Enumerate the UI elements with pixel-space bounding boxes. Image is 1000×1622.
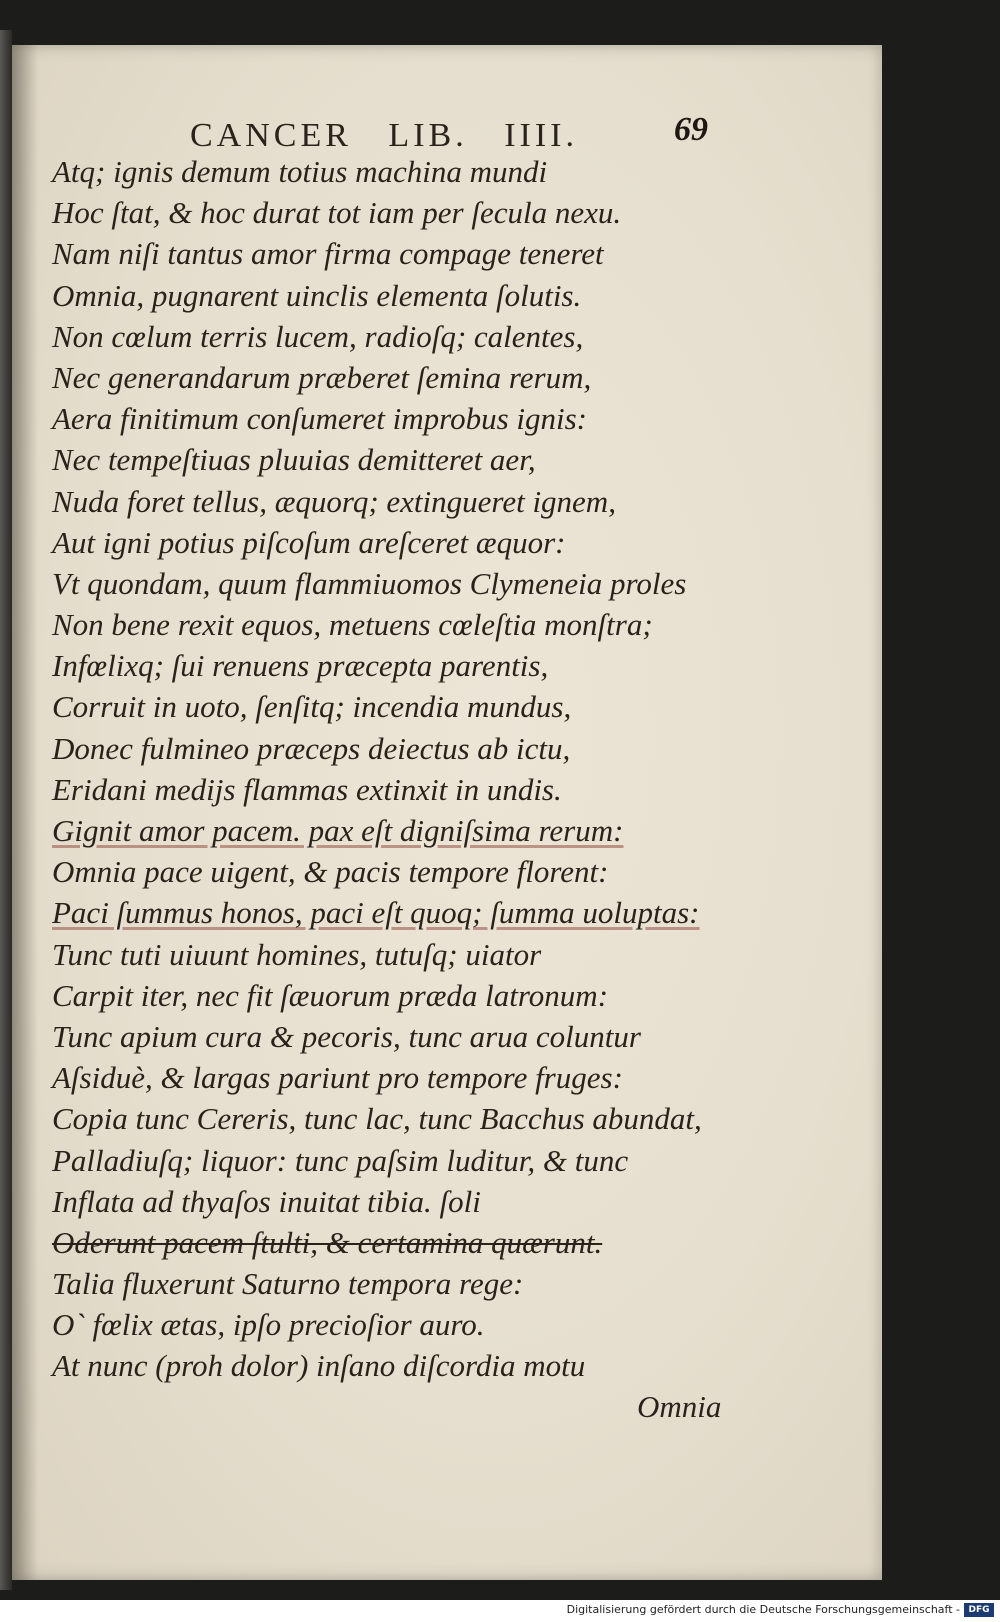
book-spine	[0, 30, 12, 1590]
page-gutter-shadow	[12, 45, 38, 1580]
catchword: Omnia	[637, 1389, 722, 1424]
verse-line: Palladiuſq; liquor: tunc paſsim luditur, & tunc	[52, 1142, 629, 1178]
verse-line: Infœlixq; ſui renuens præcepta parentis,	[52, 648, 549, 684]
verse-line: Aera finitimum conſumeret improbus ignis:	[52, 401, 587, 437]
verse-block	[52, 151, 752, 1387]
verse-line: Aſsiduè, & largas pariunt pro tempore fruges:	[52, 1060, 623, 1096]
verse-line: O` fœlix ætas, ipſo precioſior auro.	[52, 1307, 485, 1343]
verse-line: Omnia, pugnarent uinclis elementa ſolutis.	[52, 277, 582, 313]
book-page	[12, 45, 882, 1580]
verse-line: Nuda foret tellus, æquorq; extingueret ignem,	[52, 483, 616, 519]
digitization-footer	[0, 1600, 1000, 1622]
verse-line: Eridani medijs flammas extinxit in undis.	[52, 771, 562, 807]
verse-line-underlined: Gignit amor pacem. pax eſt digniſsima rerum:	[52, 813, 624, 848]
verse-line: Corruit in uoto, ſenſitq; incendia mundus,	[52, 689, 572, 725]
verse-line: Donec fulmineo præceps deiectus ab ictu,	[52, 730, 571, 766]
verse-line: At nunc (proh dolor) inſano diſcordia motu	[52, 1348, 586, 1384]
verse-line: Non bene rexit equos, metuens cœleſtia monſtra;	[52, 607, 653, 643]
running-title-part: IIII.	[504, 117, 578, 154]
verse-line: Nam niſi tantus amor firma compage teneret	[52, 236, 604, 272]
verse-line: Talia fluxerunt Saturno tempora rege:	[52, 1266, 524, 1302]
verse-line: Nec generandarum præberet ſemina rerum,	[52, 359, 592, 395]
running-title-part: LIB.	[388, 117, 468, 154]
verse-line: Copia tunc Cereris, tunc lac, tunc Bacchus abundat,	[52, 1101, 702, 1137]
running-header	[190, 117, 602, 155]
dfg-logo-icon: DFG	[964, 1603, 994, 1617]
verse-line-struck-through: Oderunt pacem ſtulti, & certamina quærunt.	[52, 1224, 603, 1260]
verse-line: Atq; ignis demum totius machina mundi	[52, 154, 548, 189]
digitization-credit: Digitalisierung gefördert durch die Deutsche Forschungsgemeinschaft -	[566, 1603, 960, 1616]
verse-line: Non cœlum terris lucem, radioſq; calentes,	[52, 318, 584, 354]
running-title-part: CANCER	[190, 117, 352, 154]
verse-line: Omnia pace uigent, & pacis tempore florent:	[52, 854, 609, 890]
verse-line: Nec tempeſtiuas pluuias demitteret aer,	[52, 442, 536, 478]
verse-line-underlined: Paci ſummus honos, paci eſt quoq; ſumma uoluptas:	[52, 895, 700, 931]
verse-line: Inflata ad thyaſos inuitat tibia. ſoli	[52, 1183, 481, 1219]
verse-line: Carpit iter, nec fit ſæuorum præda latronum:	[52, 977, 609, 1013]
folio-number: 69	[674, 111, 708, 148]
verse-line: Tunc apium cura & pecoris, tunc arua coluntur	[52, 1018, 641, 1054]
verse-line: Aut igni potius piſcoſum areſceret æquor:	[52, 524, 566, 560]
verse-line: Vt quondam, quum flammiuomos Clymeneia proles	[52, 565, 687, 601]
verse-line: Hoc ſtat, & hoc durat tot iam per ſecula nexu.	[52, 195, 622, 231]
verse-line: Tunc tuti uiuunt homines, tutuſq; uiator	[52, 936, 542, 972]
